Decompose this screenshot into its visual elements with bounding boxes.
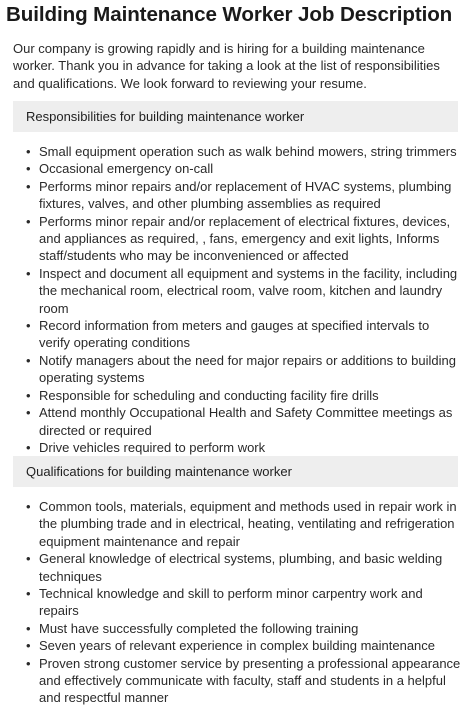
qualifications-header: Qualifications for building maintenance worker bbox=[13, 456, 458, 487]
list-item: • Performs minor repair and/or replacement of electrical fixtures, devices, and appliances as required, , fans, emergency and exit lights, Informs staff/students who may be inconvenienced or affected bbox=[26, 213, 462, 265]
qualifications-list bbox=[26, 498, 462, 707]
page-title: Building Maintenance Worker Job Description bbox=[6, 3, 453, 26]
list-item: • Inspect and document all equipment and systems in the facility, including the mechanical room, electrical room, valve room, kitchen and laundry room bbox=[26, 265, 462, 317]
list-item: • Attend monthly Occupational Health and Safety Committee meetings as directed or required bbox=[26, 404, 462, 439]
intro-paragraph: Our company is growing rapidly and is hiring for a building maintenance worker. Thank you in advance for taking a look at the list of responsibilities and qualifications. We look forward to reviewing your resume. bbox=[13, 41, 440, 91]
list-item: • Technical knowledge and skill to perform minor carpentry work and repairs bbox=[26, 585, 462, 620]
list-item: • Occasional emergency on-call bbox=[26, 160, 462, 177]
list-item: • Record information from meters and gauges at specified intervals to verify operating conditions bbox=[26, 317, 462, 352]
list-item: • Performs minor repairs and/or replacement of HVAC systems, plumbing fixtures, valves, and other plumbing assemblies as required bbox=[26, 178, 462, 213]
list-item: • Proven strong customer service by presenting a professional appearance and effectively communicate with faculty, staff and students in a helpful and respectful manner bbox=[26, 655, 462, 707]
list-item: • Must have successfully completed the following training bbox=[26, 620, 462, 637]
responsibilities-header: Responsibilities for building maintenance worker bbox=[13, 101, 458, 132]
list-item: • Responsible for scheduling and conducting facility fire drills bbox=[26, 387, 462, 404]
list-item: • Notify managers about the need for major repairs or additions to building operating systems bbox=[26, 352, 462, 387]
list-item: • Common tools, materials, equipment and methods used in repair work in the plumbing trade and in electrical, heating, ventilating and refrigeration equipment maintenance and repair bbox=[26, 498, 462, 550]
list-item: • Seven years of relevant experience in complex building maintenance bbox=[26, 637, 462, 654]
list-item: • Small equipment operation such as walk behind mowers, string trimmers bbox=[26, 143, 462, 160]
list-item: • General knowledge of electrical systems, plumbing, and basic welding techniques bbox=[26, 550, 462, 585]
list-item: • Drive vehicles required to perform work bbox=[26, 439, 462, 456]
responsibilities-list bbox=[26, 143, 462, 456]
